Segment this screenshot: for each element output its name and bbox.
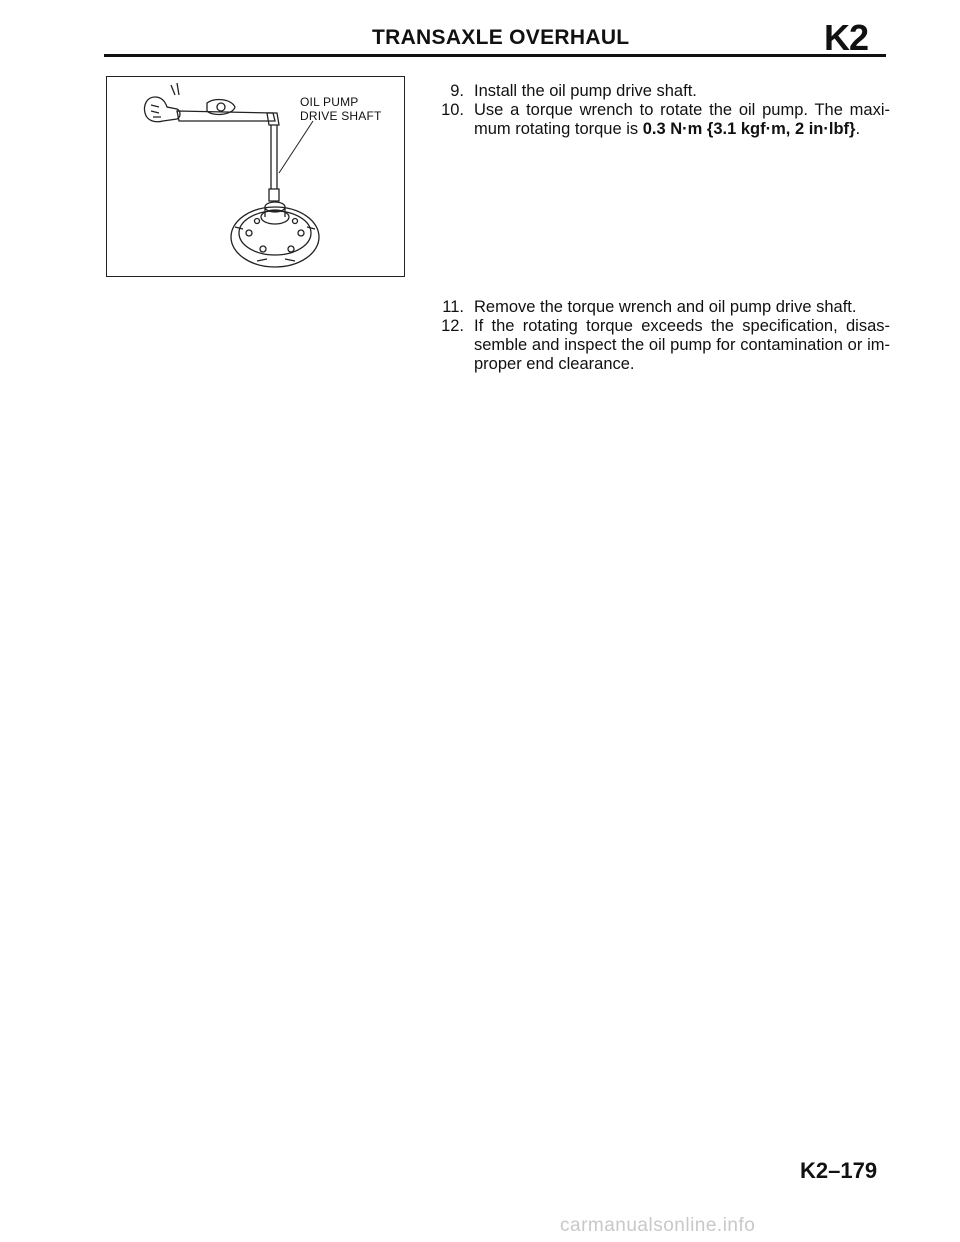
step-number: 10. [441,101,464,119]
figure-oil-pump-drive-shaft [106,76,405,277]
step-text-end: . [855,120,861,138]
callout-line-1: OIL PUMP [300,95,359,109]
torque-spec: 0.3 N·m {3.1 kgf·m, 2 in·lbf} [642,120,856,138]
step-number: 9. [450,82,464,100]
step-9 [430,82,890,101]
step-text: Install the oil pump drive shaft. [474,82,697,100]
step-text-normal: Use a torque wrench to rotate the oil pump. The maxi-mum rotating torque is [474,101,890,138]
figure-callout [300,95,382,123]
header-rule [104,54,886,57]
step-number: 11. [442,298,464,316]
page-title: TRANSAXLE OVERHAUL [372,26,630,49]
step-number: 12. [441,317,464,335]
step-text [474,101,890,139]
step-text: If the rotating torque exceeds the specification, disas-semble and inspect the oil pump for contamination or im-proper end clearance. [474,317,890,373]
step-12 [430,317,890,374]
step-10 [430,101,890,139]
step-11 [430,298,890,317]
page-number: K2–179 [800,1158,878,1183]
callout-line-2: DRIVE SHAFT [300,109,382,123]
section-code: K2 [824,17,869,58]
step-text: Remove the torque wrench and oil pump drive shaft. [474,298,857,316]
watermark: carmanualsonline.info [560,1215,756,1236]
